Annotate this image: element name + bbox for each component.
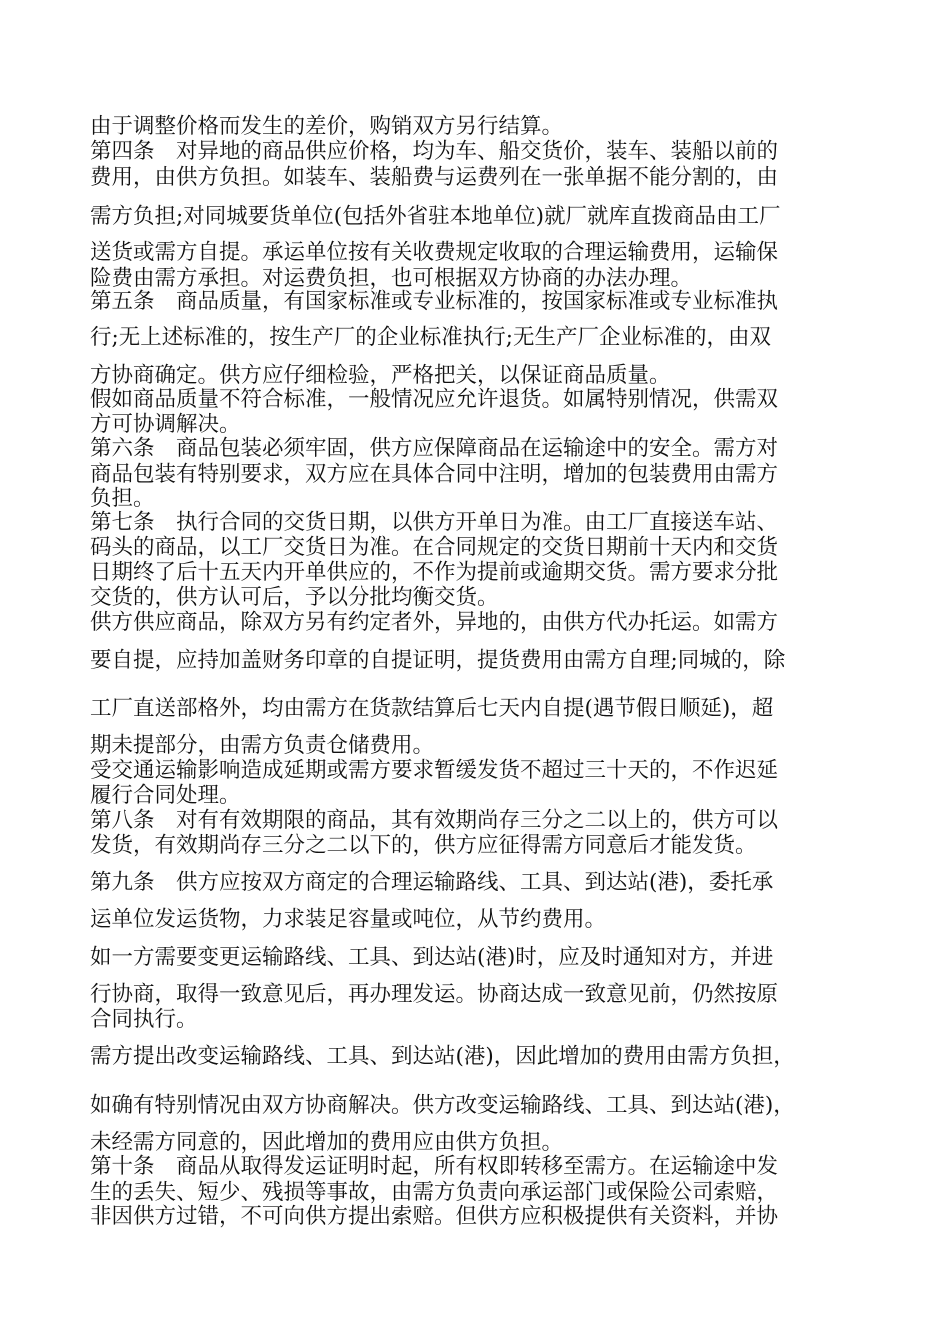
text-line: 受交通运输影响造成延期或需方要求暂缓发货不超过三十天的，不作迟延 (90, 758, 779, 783)
text-line: 第十条 商品从取得发运证明时起，所有权即转移至需方。在运输途中发 (90, 1154, 779, 1179)
text-line: 行协商，取得一致意见后，再办理发运。协商达成一致意见前，仍然按原 (90, 982, 779, 1007)
text-line: 交货的，供方认可后，予以分批均衡交货。 (90, 585, 499, 610)
text-line: 由于调整价格而发生的差价，购销双方另行结算。 (90, 114, 564, 139)
text-line: 第七条 执行合同的交货日期，以供方开单日为准。由工厂直接送车站、 (90, 510, 779, 535)
text-line: 需方提出改变运输路线、工具、到达站(港)，因此增加的费用由需方负担， (90, 1044, 795, 1069)
text-line: 生的丢失、短少、残损等事故，由需方负责向承运部门或保险公司索赔， (90, 1180, 779, 1205)
text-line: 运单位发运货物，力求装足容量或吨位，从节约费用。 (90, 907, 607, 932)
text-line: 负担。 (90, 486, 155, 511)
text-line: 假如商品质量不符合标准，一般情况应允许退货。如属特别情况，供需双 (90, 387, 779, 412)
text-line: 码头的商品，以工厂交货日为准。在合同规定的交货日期前十天内和交货 (90, 535, 779, 560)
text-line: 第六条 商品包装必须牢固，供方应保障商品在运输途中的安全。需方对 (90, 436, 779, 461)
text-line: 如一方需要变更运输路线、工具、到达站(港)时，应及时通知对方，并进 (90, 945, 774, 970)
text-line: 未经需方同意的，因此增加的费用应由供方负担。 (90, 1130, 564, 1155)
text-line: 如确有特别情况由双方协商解决。供方改变运输路线、工具、到达站(港)， (90, 1093, 795, 1118)
text-line: 合同执行。 (90, 1007, 198, 1032)
text-line: 非因供方过错，不可向供方提出索赔。但供方应积极提供有关资料，并协 (90, 1204, 779, 1229)
text-line: 发货，有效期尚存三分之二以下的，供方应征得需方同意后才能发货。 (90, 833, 757, 858)
text-line: 要自提，应持加盖财务印章的自提证明，提货费用由需方自理;同城的，除 (90, 648, 786, 673)
text-line: 费用，由供方负担。如装车、装船费与运费列在一张单据不能分割的，由 (90, 165, 779, 190)
text-line: 第九条 供方应按双方商定的合理运输路线、工具、到达站(港)，委托承 (90, 870, 774, 895)
text-line: 送货或需方自提。承运单位按有关收费规定收取的合理运输费用，运输保 (90, 240, 779, 265)
text-line: 第四条 对异地的商品供应价格，均为车、船交货价，装车、装船以前的 (90, 139, 779, 164)
text-line: 供方供应商品，除双方另有约定者外，异地的，由供方代办托运。如需方 (90, 610, 779, 635)
text-line: 履行合同处理。 (90, 783, 241, 808)
text-line: 需方负担;对同城要货单位(包括外省驻本地单位)就厂就库直拨商品由工厂 (90, 204, 781, 229)
text-line: 商品包装有特别要求，双方应在具体合同中注明，增加的包装费用由需方 (90, 462, 779, 487)
text-line: 第八条 对有有效期限的商品，其有效期尚存三分之二以上的，供方可以 (90, 808, 779, 833)
text-line: 方协商确定。供方应仔细检验，严格把关，以保证商品质量。 (90, 363, 671, 388)
text-line: 险费由需方承担。对运费负担，也可根据双方协商的办法办理。 (90, 266, 693, 291)
text-line: 方可协调解决。 (90, 412, 241, 437)
text-line: 日期终了后十五天内开单供应的，不作为提前或逾期交货。需方要求分批 (90, 560, 779, 585)
text-line: 期未提部分，由需方负责仓储费用。 (90, 733, 435, 758)
text-line: 工厂直送部格外，均由需方在货款结算后七天内自提(遇节假日顺延)，超 (90, 696, 774, 721)
text-line: 第五条 商品质量，有国家标准或专业标准的，按国家标准或专业标准执 (90, 289, 779, 314)
text-line: 行;无上述标准的，按生产厂的企业标准执行;无生产厂企业标准的，由双 (90, 325, 771, 350)
